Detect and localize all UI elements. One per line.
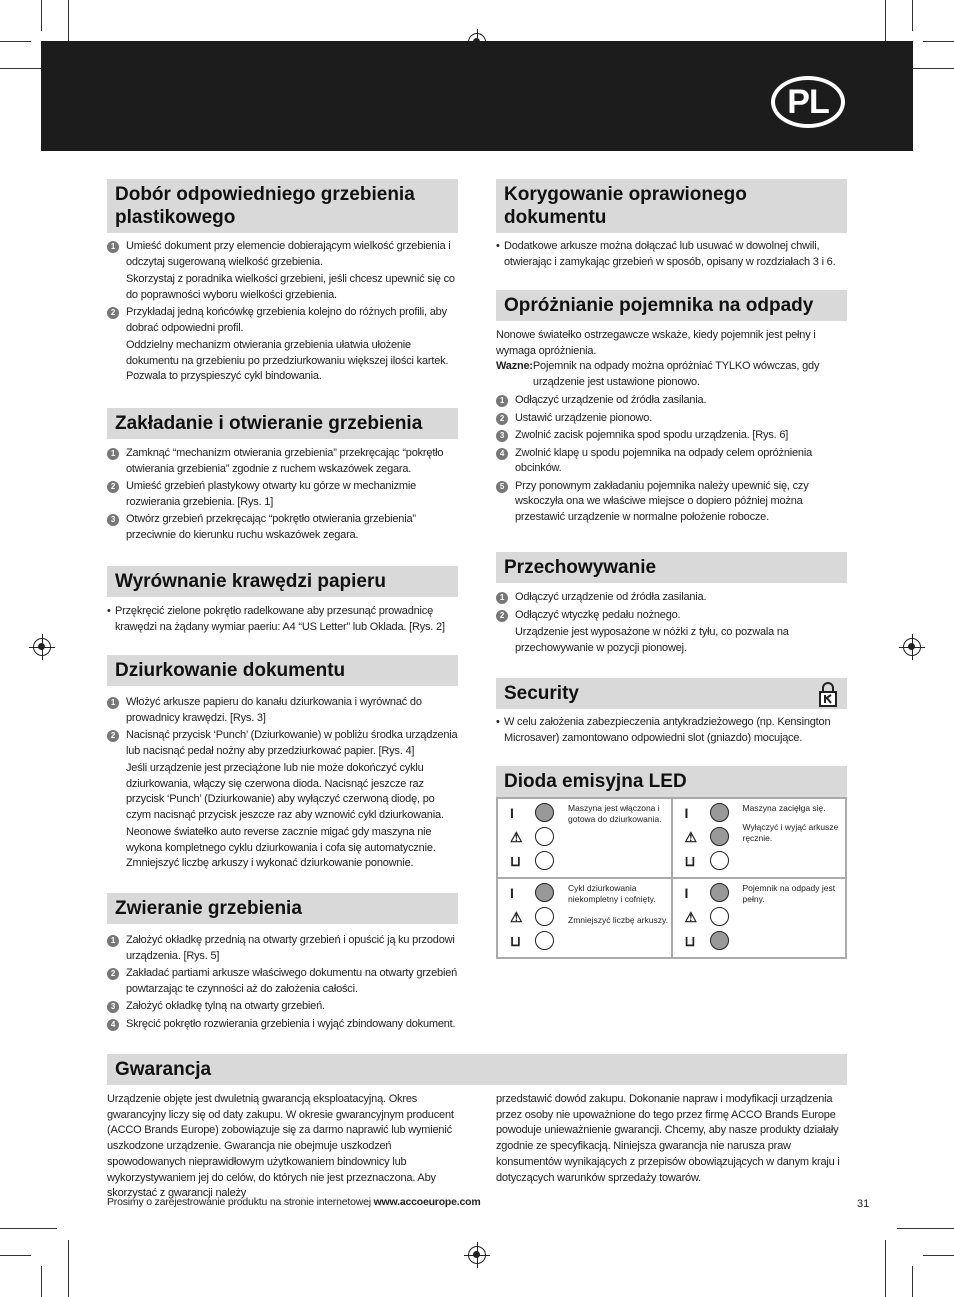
indent-spacer bbox=[107, 272, 126, 303]
list-item bbox=[496, 608, 847, 624]
indent-spacer bbox=[107, 338, 126, 385]
step-number-icon: 2 bbox=[107, 730, 119, 742]
power-icon: I bbox=[510, 885, 514, 901]
section-przechowywanie bbox=[496, 552, 847, 658]
led-lamp-icon bbox=[710, 851, 729, 870]
list-item bbox=[107, 728, 458, 759]
section-security bbox=[496, 678, 847, 746]
crop-mark bbox=[923, 1255, 954, 1256]
list-item bbox=[107, 239, 458, 270]
crop-mark bbox=[923, 41, 954, 42]
list-item bbox=[107, 446, 458, 477]
warning-icon: ⚠ bbox=[510, 829, 523, 845]
list-item bbox=[496, 625, 847, 656]
section-oproznianie bbox=[496, 290, 847, 527]
crop-mark bbox=[897, 1228, 954, 1229]
led-lamp-icon bbox=[710, 883, 729, 902]
led-caption: Maszyna jest włączona i gotowa do dziurkowania. bbox=[568, 803, 662, 824]
bin-full-icon: ⊔ bbox=[684, 933, 696, 949]
list-item bbox=[107, 761, 458, 823]
language-badge: PL bbox=[771, 76, 845, 128]
list-item bbox=[496, 446, 847, 477]
step-number-icon: 3 bbox=[107, 514, 119, 526]
led-lamp-icon bbox=[710, 931, 729, 950]
crop-mark bbox=[0, 1228, 57, 1229]
section-body bbox=[496, 393, 847, 525]
crop-mark bbox=[41, 1266, 42, 1297]
section-zakladanie bbox=[107, 408, 458, 545]
section-wyrownanie bbox=[107, 566, 458, 635]
led-cell bbox=[497, 878, 672, 958]
section-title-text: Security bbox=[504, 683, 579, 704]
list-item-text: Ustawić urządzenie pionowo. bbox=[515, 411, 653, 424]
list-item bbox=[107, 695, 458, 726]
list-item bbox=[107, 825, 458, 872]
step-number-icon: 4 bbox=[107, 1019, 119, 1031]
indent-spacer bbox=[496, 625, 515, 656]
section-title: Wyrównanie krawędzi papieru bbox=[107, 566, 458, 597]
crop-mark bbox=[912, 0, 913, 31]
list-item bbox=[107, 272, 458, 303]
list-item bbox=[107, 512, 458, 543]
section-body bbox=[107, 446, 458, 543]
list-item-text: Otwórz grzebień przekręcając “pokrętło otwierania grzebienia” przeciwnie do kierunku ruchu wskazówek zegara. bbox=[126, 513, 416, 541]
step-number-icon: 1 bbox=[107, 697, 119, 709]
section-title: Zakładanie i otwieranie grzebienia bbox=[107, 408, 458, 439]
crop-mark bbox=[885, 1240, 886, 1297]
warning-icon: ⚠ bbox=[684, 909, 698, 925]
header-banner bbox=[41, 41, 913, 151]
register-text: Prosimy o zarejestrowanie produktu na stronie internetowej bbox=[107, 1196, 374, 1208]
led-lamp-icon bbox=[535, 883, 554, 902]
section-title: Dziurkowanie dokumentu bbox=[107, 655, 458, 686]
page-number: 31 bbox=[857, 1198, 870, 1210]
list-item bbox=[496, 411, 847, 427]
led-caption: Cykl dziurkowania niekompletny i cofnięty. bbox=[568, 883, 656, 904]
list-item bbox=[107, 966, 458, 997]
section-dziurkowanie bbox=[107, 655, 458, 874]
warning-icon: ⚠ bbox=[684, 829, 698, 845]
list-item-text: Zwolnić klapę u spodu pojemnika na odpady celem opróżnienia obcinków. bbox=[515, 446, 813, 474]
section-title: Korygowanie oprawionego dokumentu bbox=[496, 179, 847, 233]
section-body bbox=[107, 695, 458, 872]
list-item-text: Odłączyć urządzenie od źródła zasilania. bbox=[515, 591, 707, 603]
warranty-text-col1: Urządzenie objęte jest dwuletnią gwarancją eksploatacyjną. Okres gwarancyjny liczy się od daty zakupu. W okresie gwarancyjnym producent (ACCO Brands Europe) zobowiązuje się za darmo naprawić lub wymienić uszkodzone urządzenie. Gwarancja nie obejmuje uszkodzeń spowodowanych nieprawidłowym użytkowaniem bindownicy lub wykorzystywaniem jej do celów, do których nie jest przeznaczona. Aby skorzystać z gwarancji należy bbox=[107, 1093, 454, 1200]
bullet-icon: • bbox=[107, 605, 111, 617]
list-item-text: Jeśli urządzenie jest przeciążone lub nie może dokończyć cyklu dziurkowania, włączy się czerwona dioda. Nacisnąć jeszcze raz przycisk ‘Punch’ (Dziurkowanie) aby wyłączyć czerwoną diodę, po czym nacisnąć przycisk jeszcze raz aby wznowić cykl dziurkowania. bbox=[126, 762, 444, 821]
led-lamp-icon bbox=[710, 907, 729, 926]
list-item-text: Zamknąć “mechanizm otwierania grzebienia” przekręcając “pokrętło otwierania grzebienia” zgodnie z ruchem wskazówek zegara. bbox=[126, 447, 444, 475]
list-item-text: Odłączyć wtyczkę pedału nożnego. bbox=[515, 608, 681, 621]
list-item-text: Skorzystaj z poradnika wielkości grzebieni, jeśli chcesz upewnić się co do poprawności wyboru wielkości grzebienia. bbox=[126, 273, 455, 301]
list-item-text: Założyć okładkę przednią na otwarty grzebień i opuścić ją ku przodowi urządzenia. [Rys. 5] bbox=[126, 934, 455, 962]
list-item-text: Umieść dokument przy elemencie dobierającym wielkość grzebienia i odczytaj sugerowaną wielkość grzebienia. bbox=[126, 240, 451, 268]
section-zwieranie bbox=[107, 893, 458, 1034]
crop-mark bbox=[0, 41, 31, 42]
warning-icon: ⚠ bbox=[510, 909, 523, 925]
led-table bbox=[496, 797, 847, 959]
registration-mark-icon bbox=[903, 638, 921, 656]
list-item-text: Odłączyć urządzenie od źródła zasilania. bbox=[515, 394, 707, 406]
crop-mark bbox=[912, 1266, 913, 1297]
led-lamp-icon bbox=[535, 907, 554, 926]
section-title: Dobór odpowiedniego grzebienia plastikowego bbox=[107, 179, 458, 233]
section-body bbox=[107, 933, 458, 1032]
list-item-text: Urządzenie jest wyposażone w nóżki z tyłu, co pozwala na przechowywanie w pozycji pionowej. bbox=[515, 626, 789, 654]
list-item bbox=[107, 305, 458, 336]
bullet-text: W celu założenia zabezpieczenia antykradzieżowego (np. Kensington Microsaver) zamontowano odpowiedni slot (gniazdo) mocujące. bbox=[504, 716, 831, 744]
important-text: Pojemnik na odpady można opróżniać TYLKO wówczas, gdy urządzenie jest ustawione pionowo. bbox=[532, 360, 820, 388]
list-item-text: Zakładać partiami arkusze właściwego dokumentu na otwarty grzebień powtarzając te czynności aż do założenia całości. bbox=[126, 967, 458, 995]
led-lamp-icon bbox=[535, 931, 554, 950]
list-item bbox=[107, 1017, 458, 1033]
list-item bbox=[107, 933, 458, 964]
bin-full-icon: ⊔ bbox=[684, 853, 696, 869]
led-lamp-icon bbox=[535, 803, 554, 822]
power-icon: I bbox=[684, 805, 689, 821]
bullet-text: Dodatkowe arkusze można dołączać lub usuwać w dowolnej chwili, otwierając i zamykając grzebień w sposób, opisany w rozdziałach 3 i 6. bbox=[504, 240, 836, 268]
step-number-icon: 3 bbox=[107, 1001, 119, 1013]
bullet-item bbox=[496, 715, 847, 746]
crop-mark bbox=[68, 1240, 69, 1297]
list-item-text: Przy ponownym zakładaniu pojemnika należy upewnić się, czy wskoczyła ona we właściwe miejsce o dopiero później można przestawić urządzenie w normalne położenie robocze. bbox=[515, 479, 809, 523]
section-body bbox=[107, 239, 458, 385]
kensington-lock-icon bbox=[819, 681, 837, 707]
register-link[interactable]: www.accoeurope.com bbox=[373, 1196, 481, 1208]
list-item-text: Oddzielny mechanizm otwierania grzebienia ułatwia ułożenie dokumentu na grzebieniu po przedziurkowaniu większej ilości kartek. Pozwala to przyspieszyć cykl bindowania. bbox=[126, 339, 449, 382]
led-lamp-icon bbox=[535, 851, 554, 870]
step-number-icon: 2 bbox=[496, 610, 508, 622]
power-icon: I bbox=[684, 885, 689, 901]
led-caption: Pojemnik na odpady jest pełny. bbox=[742, 883, 836, 904]
list-item-text: Neonowe światełko auto reverse zacznie migać gdy maszyna nie wykona kompletnego cyklu dziurkowania i cofa się automatycznie. Zmniejszyć liczbę arkuszy i wykonać dziurkowanie ponownie. bbox=[126, 826, 436, 869]
step-number-icon: 5 bbox=[496, 481, 508, 493]
power-icon: I bbox=[510, 805, 514, 821]
section-title: Przechowywanie bbox=[496, 552, 847, 583]
list-item bbox=[496, 590, 847, 606]
section-dobor bbox=[107, 179, 458, 387]
step-number-icon: 2 bbox=[107, 968, 119, 980]
step-number-icon: 3 bbox=[496, 430, 508, 442]
important-label: Wazne: bbox=[496, 360, 533, 372]
bullet-item bbox=[107, 604, 458, 635]
crop-mark bbox=[0, 1255, 31, 1256]
crop-mark bbox=[41, 0, 42, 31]
step-number-icon: 1 bbox=[107, 448, 119, 460]
step-number-icon: 2 bbox=[496, 413, 508, 425]
bullet-item bbox=[496, 239, 847, 270]
list-item-text: Zwolnić zacisk pojemnika spod spodu urządzenia. [Rys. 6] bbox=[515, 429, 789, 441]
registration-mark-icon bbox=[468, 1246, 486, 1264]
list-item bbox=[496, 479, 847, 526]
intro-text: Nonowe światełko ostrzegawcze wskaże, kiedy pojemnik jest pełny i wymaga opróżnienia. bbox=[496, 329, 816, 357]
warranty-text-col2: przedstawić dowód zakupu. Dokonanie napraw i modyfikacji urządzenia przez osoby nie upoważnione do tego przez firmę ACCO Brands Europe powoduje unieważnienie gwarancji. Chcemy, aby nasze produkty działały zgodnie ze specyfikacją. Niniejsza gwarancja nie narusza praw konsumentów wynikających z przepisów obowiązujących w danym kraju i dotyczących warunków sprzedaży towarów. bbox=[496, 1093, 840, 1184]
register-line bbox=[107, 1195, 557, 1211]
step-number-icon: 1 bbox=[107, 935, 119, 947]
step-number-icon: 1 bbox=[496, 395, 508, 407]
list-item-text: Założyć okładkę tylną na otwarty grzebień. bbox=[126, 1000, 325, 1012]
list-item bbox=[496, 428, 847, 444]
section-title: Gwarancja bbox=[107, 1054, 847, 1085]
section-title: Zwieranie grzebienia bbox=[107, 893, 458, 924]
section-body bbox=[496, 590, 847, 656]
section-gwarancja bbox=[107, 1054, 847, 1085]
bin-full-icon: ⊔ bbox=[510, 933, 521, 949]
section-title bbox=[496, 678, 847, 709]
list-item bbox=[107, 999, 458, 1015]
list-item-text: Włożyć arkusze papieru do kanału dziurkowania i wyrównać do prowadnicy krawędzi. [Rys. 3] bbox=[126, 696, 422, 724]
bullet-text: Przękręcić zielone pokrętło radelkowane aby przesunąć prowadnicę krawędzi na żądany wymiar paeriu: A4 “US Letter” lub Okladа. [Rys. 2] bbox=[115, 605, 445, 633]
section-title: Opróżnianie pojemnika na odpady bbox=[496, 290, 847, 321]
bin-full-icon: ⊔ bbox=[510, 853, 521, 869]
led-lamp-icon bbox=[535, 827, 554, 846]
led-cell bbox=[672, 878, 847, 958]
led-cell bbox=[672, 798, 847, 878]
important-note bbox=[496, 359, 847, 390]
step-number-icon: 1 bbox=[107, 241, 119, 253]
list-item bbox=[107, 479, 458, 510]
list-item bbox=[496, 393, 847, 409]
list-item bbox=[107, 338, 458, 385]
step-number-icon: 4 bbox=[496, 448, 508, 460]
indent-spacer bbox=[107, 761, 126, 823]
led-lamp-icon bbox=[710, 803, 729, 822]
section-title: Dioda emisyjna LED bbox=[496, 766, 847, 797]
bullet-icon: • bbox=[496, 716, 500, 728]
led-lamp-icon bbox=[710, 827, 729, 846]
registration-mark-icon bbox=[33, 638, 51, 656]
indent-spacer bbox=[107, 825, 126, 872]
led-caption-secondary: Wyłączyć i wyjąć arkusze ręcznie. bbox=[742, 822, 839, 843]
section-korygowanie bbox=[496, 179, 847, 270]
list-item-text: Przykładaj jedną końcówkę grzebienia kolejno do różnych profili, aby dobrać odpowiedni profil. bbox=[126, 306, 447, 334]
led-caption-secondary: Zmniejszyć liczbę arkuszy. bbox=[568, 915, 668, 925]
step-number-icon: 2 bbox=[107, 481, 119, 493]
list-item-text: Umieść grzebień plastykowy otwarty ku górze w mechanizmie rozwierania grzebienia. [Rys. 1] bbox=[126, 480, 416, 508]
bullet-icon: • bbox=[496, 240, 500, 252]
step-number-icon: 1 bbox=[496, 592, 508, 604]
step-number-icon: 2 bbox=[107, 307, 119, 319]
led-cell bbox=[497, 798, 672, 878]
section-led bbox=[496, 766, 847, 959]
list-item-text: Nacisnąć przycisk ‘Punch’ (Dziurkowanie) w pobliżu środka urządzenia lub nacisnąć pedał nożny aby przedziurkować papier. [Rys. 4] bbox=[126, 729, 458, 757]
list-item-text: Skręcić pokrętło rozwierania grzebienia i wyjąć zbindowany dokument. bbox=[126, 1017, 456, 1030]
led-caption: Maszyna zacięłga się. bbox=[742, 803, 826, 813]
